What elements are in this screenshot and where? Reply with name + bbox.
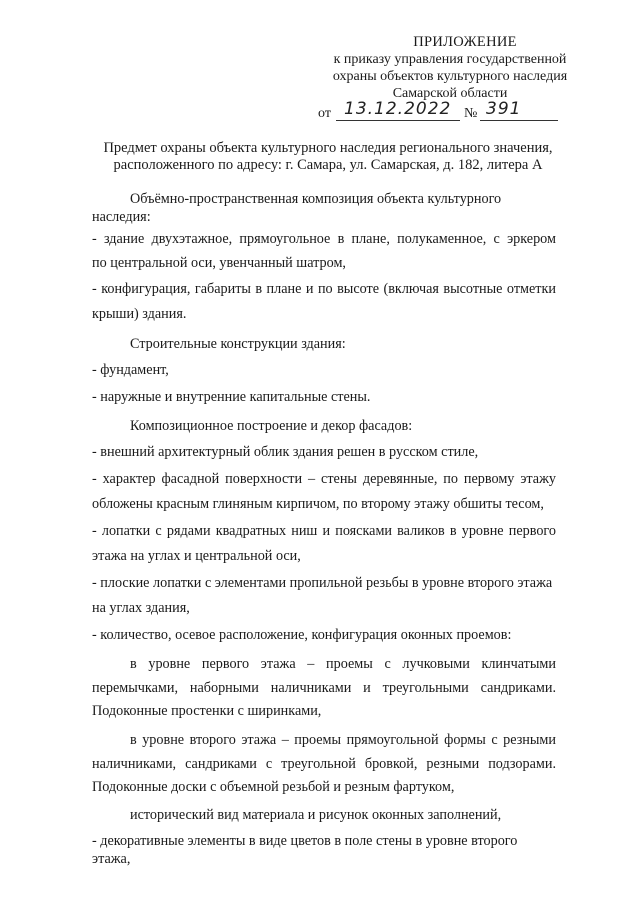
window-detail-first-floor: в уровне первого этажа – проемы с лучковыми клинчатыми	[130, 656, 556, 672]
order-date-number	[318, 101, 568, 123]
appendix-line-2: охраны объектов культурного наследия	[332, 69, 568, 84]
section-heading: Композиционное построение и декор фасадов:	[130, 418, 413, 434]
window-detail-continuation: Подоконные простенки с ширинками,	[92, 703, 322, 719]
handwritten-date: 13.12.2022	[344, 99, 452, 119]
list-item: - конфигурация, габариты в плане и по высоте (включая высотные отметки	[92, 281, 556, 297]
list-item-continuation: крыши) здания.	[92, 306, 187, 322]
document-body	[92, 190, 556, 868]
list-item: - характер фасадной поверхности – стены деревянные, по первому этажу	[92, 471, 556, 487]
list-item: исторический вид материала и рисунок оконных заполнений,	[130, 807, 502, 823]
window-detail-continuation: перемычками, наборными наличниками и треугольными сандриками.	[92, 680, 556, 696]
number-underline	[480, 120, 558, 121]
window-detail-continuation: наличниками, сандриками с треугольной бровкой, резными подзорами.	[92, 756, 556, 772]
list-item: - количество, осевое расположение, конфигурация оконных проемов:	[92, 627, 512, 643]
document-subject	[90, 140, 566, 174]
subject-line-2: расположенного по адресу: г. Самара, ул. Самарская, д. 182, литера А	[113, 157, 543, 173]
appendix-line-3: Самарской области	[392, 86, 508, 101]
list-item-continuation: обложены красным глиняным кирпичом, по второму этажу обшиты тесом,	[92, 496, 544, 512]
appendix-header	[300, 34, 600, 102]
list-item: - плоские лопатки с элементами пропильной резьбы в уровне второго этажа	[92, 575, 553, 591]
window-detail-second-floor: в уровне второго этажа – проемы прямоугольной формы с резными	[130, 732, 556, 748]
subject-line-1: Предмет охраны объекта культурного наследия регионального значения,	[103, 140, 553, 156]
list-item-continuation: на углах здания,	[92, 600, 190, 616]
appendix-title: ПРИЛОЖЕНИЕ	[413, 34, 517, 50]
section-heading: Строительные конструкции здания:	[130, 336, 346, 352]
list-item: - здание двухэтажное, прямоугольное в плане, полукаменное, с эркером	[92, 231, 556, 247]
handwritten-number: 391	[486, 99, 522, 119]
number-prefix: №	[464, 106, 478, 121]
list-item: - наружные и внутренние капитальные стены.	[92, 389, 371, 405]
section-heading: Объёмно-пространственная композиция объекта культурного наследия:	[92, 191, 502, 225]
list-item-continuation: по центральной оси, увенчанный шатром,	[92, 255, 346, 271]
list-item: - декоративные элементы в виде цветов в поле стены в уровне второго этажа,	[92, 833, 518, 867]
list-item: - фундамент,	[92, 362, 169, 378]
list-item: - лопатки с рядами квадратных ниш и поясками валиков в уровне первого	[92, 523, 556, 539]
appendix-line-1: к приказу управления государственной	[333, 52, 567, 67]
date-prefix: от	[318, 106, 331, 121]
date-underline	[336, 120, 460, 121]
window-detail-continuation: Подоконные доски с объемной резьбой и резным фартуком,	[92, 779, 455, 795]
list-item: - внешний архитектурный облик здания решен в русском стиле,	[92, 444, 479, 460]
list-item-continuation: этажа на углах и центральной оси,	[92, 548, 301, 564]
